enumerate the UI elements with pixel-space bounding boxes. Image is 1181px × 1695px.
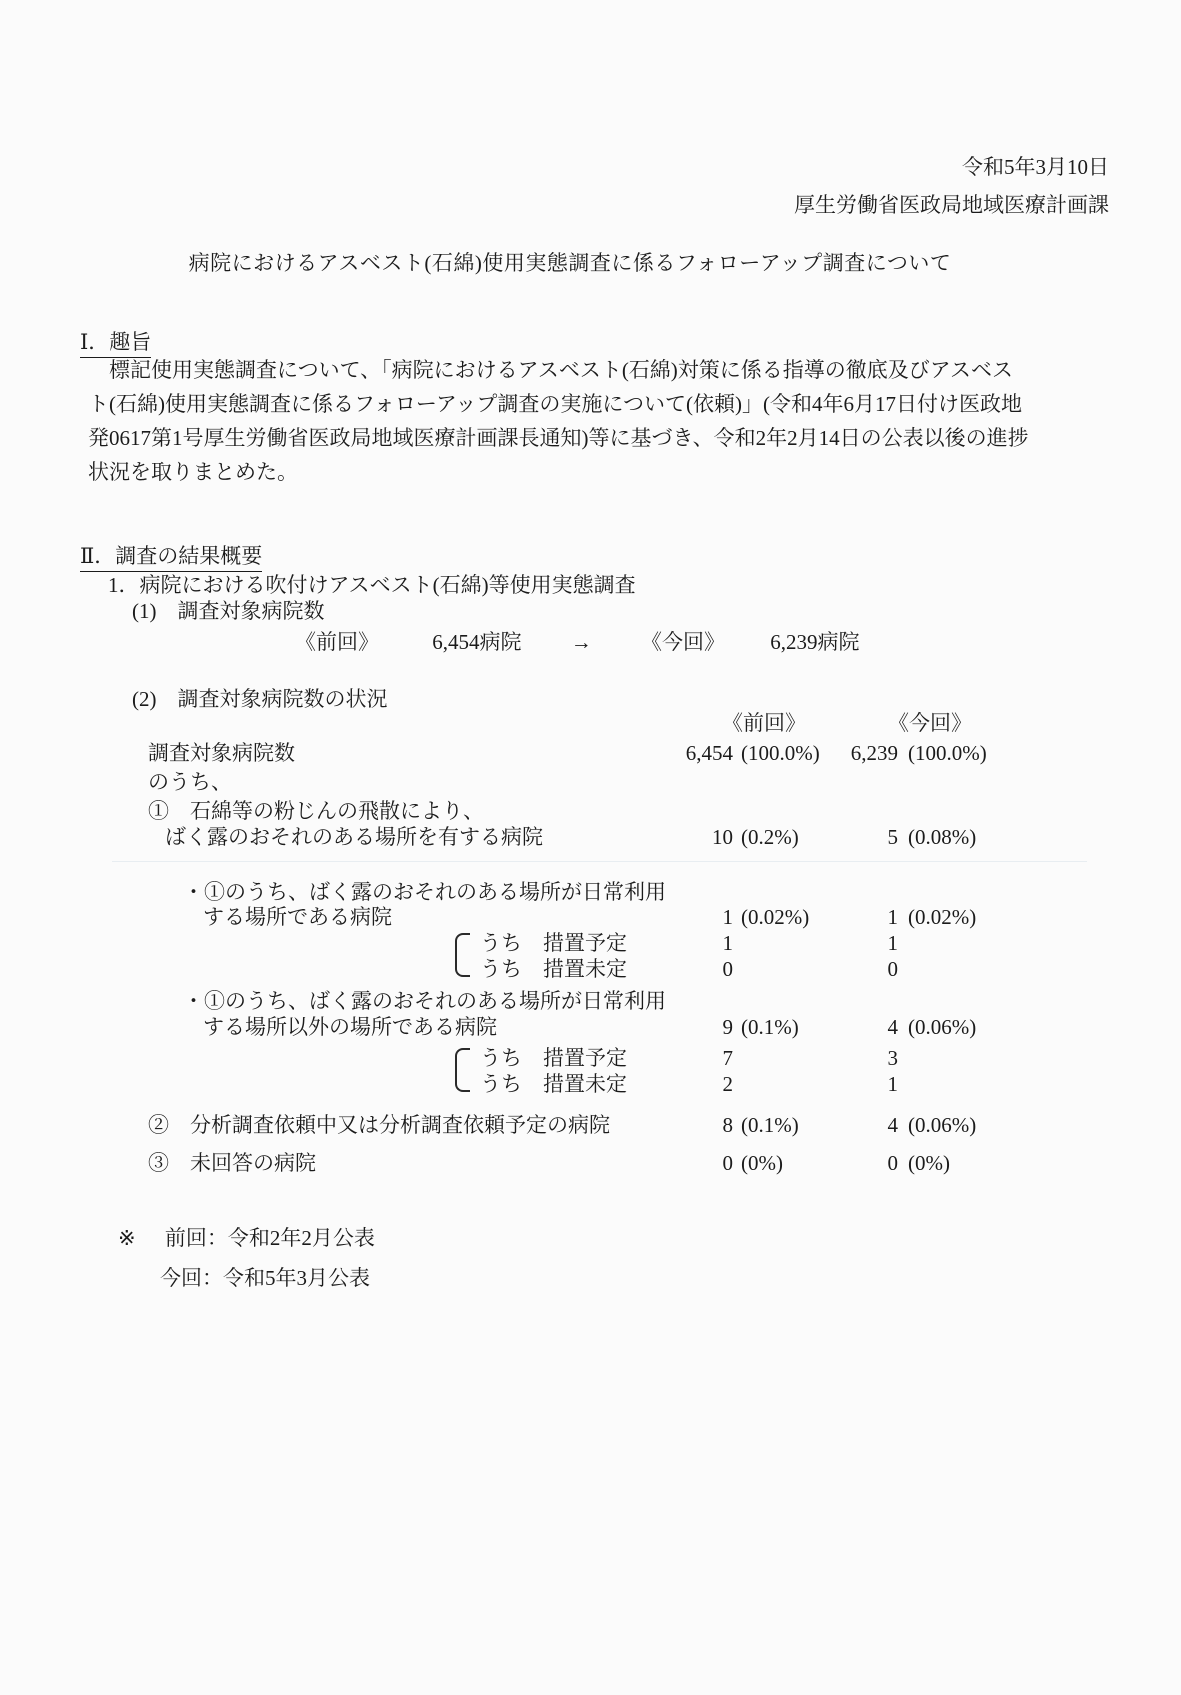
prev-value-number: 1: [722, 931, 733, 955]
prev-value-number: 0: [722, 1151, 733, 1175]
curr-value-percent: (0%): [908, 1151, 950, 1175]
prev-value-percent: (0.1%): [741, 1113, 799, 1137]
table-row: [0, 988, 1181, 1014]
curr-value-number: 0: [887, 1151, 898, 1175]
section-1-heading-text: Ⅰ．趣旨: [80, 326, 151, 358]
table-row: [0, 1045, 1181, 1071]
prev-value-percent: (0.1%): [741, 1015, 799, 1039]
table-row: [0, 1111, 1181, 1139]
row-label: うち 措置予定: [480, 931, 627, 955]
table-row: [0, 905, 1181, 930]
doc-title: 病院におけるアスベスト(石綿)使用実態調査に係るフォローアップ調査について: [188, 251, 952, 275]
table-row: [0, 768, 1181, 797]
curr-value-number: 5: [887, 825, 898, 849]
table-row: [0, 879, 1181, 905]
section-2-heading: [80, 540, 262, 572]
row-label: のうち、: [148, 770, 232, 794]
curr-value-percent: (100.0%): [908, 741, 987, 765]
curr-value-percent: (0.06%): [908, 1113, 977, 1137]
curr-value-number: 3: [887, 1046, 898, 1070]
column-header-current: 《今回》: [888, 711, 972, 735]
table-row: [0, 956, 1181, 982]
summary-prev-label: 《前回》: [295, 630, 379, 654]
row-label: ③ 未回答の病院: [148, 1151, 316, 1175]
row-label: ② 分析調査依頼中又は分析調査依頼予定の病院: [148, 1113, 610, 1137]
row-label: ・①のうち、ばく露のおそれのある場所が日常利用: [183, 989, 666, 1013]
table-header-row: [0, 708, 1181, 738]
paragraph-line: 状況を取りまとめた。: [88, 460, 298, 484]
prev-value-number: 6,454: [685, 741, 733, 765]
hospital-count-summary: [295, 626, 860, 656]
prev-value-percent: (0%): [741, 1151, 783, 1175]
curr-value-number: 0: [887, 957, 898, 981]
summary-curr-label: 《今回》: [641, 630, 725, 654]
row-label: する場所である病院: [203, 905, 392, 929]
prev-value-number: 1: [722, 905, 733, 929]
footnote-row-1: [118, 1218, 375, 1258]
measure-status-group: [0, 930, 1181, 982]
row-label: うち 措置未定: [480, 957, 627, 981]
paragraph-line: 標記使用実態調査について、「病院におけるアスベスト(石綿)対策に係る指導の徹底及びアスベス: [109, 358, 1013, 382]
table-row: [0, 1149, 1181, 1177]
curr-value-number: 1: [887, 1072, 898, 1096]
prev-value-number: 0: [722, 957, 733, 981]
prev-value-percent: (0.02%): [741, 905, 810, 929]
summary-prev-count: 6,454病院: [432, 630, 522, 654]
row-label: うち 措置未定: [480, 1072, 627, 1096]
row-label: する場所以外の場所である病院: [203, 1015, 497, 1039]
table-row: [0, 825, 1181, 849]
curr-value-number: 1: [887, 931, 898, 955]
curr-value-number: 4: [887, 1113, 898, 1137]
survey-table: [0, 708, 1181, 1177]
column-header-previous: 《前回》: [722, 711, 806, 735]
doc-date: 令和5年3月10日: [962, 155, 1109, 179]
table-row: [0, 1014, 1181, 1040]
curr-value-percent: (0.02%): [908, 905, 977, 929]
prev-value-percent: (100.0%): [741, 741, 820, 765]
row-label: うち 措置予定: [480, 1046, 627, 1070]
footnote-line-2: 今回：令和5年3月公表: [160, 1266, 370, 1290]
curr-value-number: 1: [887, 905, 898, 929]
footnote-mark: ※: [118, 1226, 136, 1250]
footnote: [118, 1218, 375, 1298]
measure-status-group: [0, 1045, 1181, 1097]
curr-value-number: 4: [887, 1015, 898, 1039]
prev-value-number: 9: [722, 1015, 733, 1039]
section-1-paragraph: [88, 353, 1104, 489]
prev-value-number: 10: [712, 825, 733, 849]
doc-department: 厚生労働省医政局地域医療計画課: [794, 193, 1109, 217]
prev-value-number: 2: [722, 1072, 733, 1096]
curr-value-percent: (0.08%): [908, 825, 977, 849]
paragraph-line: ト(石綿)使用実態調査に係るフォローアップ調査の実施について(依頼)」(令和4年6月17日付け医政地: [88, 392, 1022, 416]
list-item-1-1: (1) 調査対象病院数: [132, 599, 325, 623]
table-row: [0, 797, 1181, 825]
table-row: [0, 930, 1181, 956]
paragraph-line: 発0617第1号厚生労働省医政局地域医療計画課長通知)等に基づき、令和2年2月14日の公表以後の進捗: [88, 426, 1029, 450]
prev-value-percent: (0.2%): [741, 825, 799, 849]
table-row: [0, 738, 1181, 768]
footnote-line-1: 前回：令和2年2月公表: [164, 1226, 375, 1250]
row-label: 調査対象病院数: [148, 741, 295, 765]
document-header: [794, 148, 1109, 224]
section-2-heading-text: Ⅱ．調査の結果概要: [80, 540, 262, 572]
row-label: ① 石綿等の粉じんの飛散により、: [148, 799, 484, 823]
curr-value-number: 6,239: [850, 741, 898, 765]
prev-value-number: 8: [722, 1113, 733, 1137]
list-item-1: 1．病院における吹付けアスベスト(石綿)等使用実態調査: [108, 573, 636, 597]
row-label: ばく露のおそれのある場所を有する病院: [165, 825, 543, 849]
curr-value-percent: (0.06%): [908, 1015, 977, 1039]
prev-value-number: 7: [722, 1046, 733, 1070]
list-item-1-2: (2) 調査対象病院数の状況: [132, 687, 388, 711]
table-row: [0, 1071, 1181, 1097]
arrow-right-icon: →: [570, 630, 592, 654]
summary-curr-count: 6,239病院: [770, 630, 860, 654]
row-label: ・①のうち、ばく露のおそれのある場所が日常利用: [183, 880, 666, 904]
separator-line: [112, 861, 1087, 862]
